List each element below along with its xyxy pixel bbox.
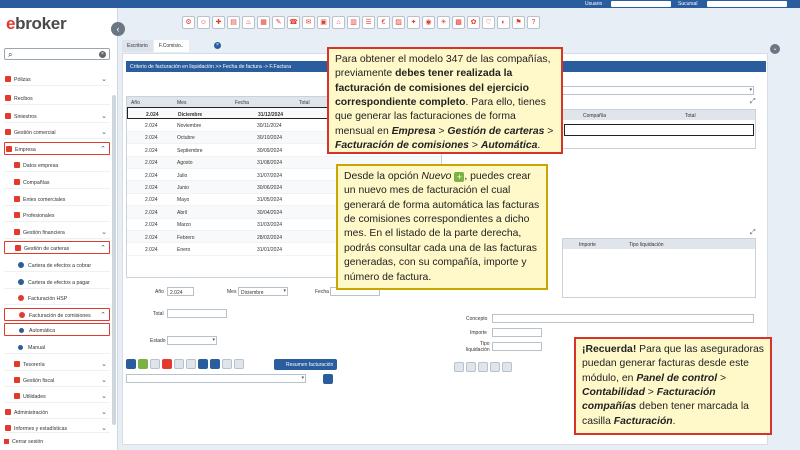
block-icon[interactable] — [186, 359, 196, 369]
concepto-field[interactable] — [492, 314, 754, 323]
module-icon[interactable]: ☎ — [287, 16, 300, 29]
module-icon[interactable]: ▣ — [317, 16, 330, 29]
module-icon[interactable]: ✦ — [407, 16, 420, 29]
tipo-liquidacion-select[interactable] — [492, 342, 542, 351]
mes-label: Mes — [227, 289, 237, 295]
mes-cell: Noviembre — [177, 122, 202, 129]
sidebar-item-gestion-fiscal[interactable]: Gestión fiscal ⌄ — [4, 374, 110, 387]
sidebar-item-administracion[interactable]: Administración ⌄ — [4, 406, 110, 419]
chevron-down-icon: ▾ — [212, 337, 215, 343]
sidebar-item-empresa[interactable]: Empresa ⌃ — [4, 142, 110, 155]
module-icon[interactable]: ✿ — [467, 16, 480, 29]
anio-cell: 2.024 — [145, 184, 158, 191]
chevron-down-icon: ▾ — [301, 375, 304, 381]
fecha-cell: 31/08/2024 — [257, 160, 283, 167]
chevron-down-icon: ⌄ — [101, 377, 107, 384]
anio-cell: 2.024 — [145, 135, 158, 142]
callout-recuerda: ¡Recuerda! Para que las aseguradoras puedan generar facturas desde este módulo, en Panel de control > Contabilidad > Facturación compañías deben tener marcada la casilla Facturación. — [574, 337, 772, 435]
chevron-up-icon: ⌃ — [100, 245, 106, 252]
chevron-down-icon: ▾ — [283, 288, 286, 294]
expand-icon[interactable]: ⤢ — [750, 98, 756, 105]
right-toolbar — [454, 362, 512, 372]
mes-cell: Diciembre — [178, 111, 203, 118]
module-icon[interactable]: ✉ — [302, 16, 315, 29]
chevron-down-icon: ⌄ — [101, 409, 107, 416]
filter-select[interactable] — [562, 86, 754, 95]
module-icon[interactable]: ☺ — [197, 16, 210, 29]
expand-icon[interactable]: ⤢ — [750, 229, 756, 236]
mes-cell: Febrero — [177, 234, 195, 241]
anio-label: Año — [155, 289, 164, 295]
sidebar-item-profesionales[interactable]: Profesionales — [4, 209, 110, 222]
module-icon[interactable]: ♡ — [482, 16, 495, 29]
help-icon[interactable]: ? — [527, 16, 540, 29]
fecha-label: Fecha — [315, 289, 329, 295]
tab-escritorio[interactable]: Escritorio — [122, 40, 153, 52]
invoice-icon — [18, 295, 24, 301]
mes-cell: Marzo — [177, 222, 191, 229]
column-header[interactable]: Tipo liquidación — [629, 241, 664, 248]
logout-icon — [4, 439, 9, 444]
cancel-icon[interactable] — [174, 359, 184, 369]
top-bar — [0, 0, 800, 8]
people-icon — [14, 196, 20, 202]
sidebar-item-utilidades[interactable]: Utilidades ⌄ — [4, 390, 110, 403]
sucursal-label: Sucursal — [678, 1, 698, 7]
mes-cell: Junio — [177, 184, 189, 191]
anio-cell: 2.024 — [145, 160, 158, 167]
total-field — [167, 309, 227, 318]
resumen-facturacion-button[interactable]: Resumen facturación — [274, 359, 337, 370]
receipt-icon — [5, 95, 11, 101]
chevron-down-icon: ⌄ — [101, 76, 107, 83]
company-icon — [6, 146, 12, 152]
module-icon[interactable]: ⌂ — [332, 16, 345, 29]
mes-cell: Octubre — [177, 135, 195, 142]
grid-header — [563, 110, 755, 120]
anio-cell: 2.024 — [145, 209, 158, 216]
estado-select[interactable] — [167, 336, 217, 345]
settings-icon[interactable] — [502, 362, 512, 372]
module-icon[interactable]: € — [377, 16, 390, 29]
module-icon[interactable]: ☰ — [362, 16, 375, 29]
sidebar-item-informes[interactable]: Informes y estadísticas ⌄ — [4, 422, 110, 433]
column-header[interactable]: Mes — [177, 99, 187, 106]
callout-modelo-347: Para obtener el modelo 347 de las compañías, previamente debes tener realizada la facturación de comisiones del ejercicio correspondiente completo. Para ello, tienes que generar las facturaciones de forma mensual en Empresa > Gestión de carteras > Facturación de comisiones > Automática. — [327, 47, 563, 154]
usuario-label: Usuario — [585, 1, 603, 7]
module-icon[interactable]: ⚑ — [512, 16, 525, 29]
portfolio-icon — [15, 245, 21, 251]
column-header[interactable]: Total — [685, 112, 696, 119]
mes-value: Diciembre — [241, 289, 264, 296]
anio-field[interactable]: 2.024 — [167, 287, 194, 296]
importe-field[interactable] — [492, 328, 542, 337]
column-header[interactable]: Año — [131, 99, 140, 106]
module-icon[interactable]: ▤ — [227, 16, 240, 29]
mes-cell: Julio — [177, 172, 188, 179]
pay-icon — [18, 279, 24, 285]
chevron-down-icon: ⌄ — [101, 229, 107, 236]
sidebar-item-facturacion-hsp[interactable]: Facturación HSP — [4, 292, 110, 305]
liquidacion-label: liquidación — [466, 347, 490, 353]
export-select[interactable] — [126, 374, 306, 383]
professional-icon — [14, 212, 20, 218]
fecha-cell: 31/05/2024 — [257, 197, 283, 204]
sidebar-item-companias[interactable]: Compañías — [4, 176, 110, 189]
callout-nuevo: Desde la opción Nuevo + , puedes crear un nuevo mes de facturación el cual generará de forma automática las facturas de comisiones correspondientes a dicho mes. En el listado de la parte derecha, podrás consultar cada una de las facturas generadas, con su compañía, importe y número de factura. — [336, 164, 548, 290]
column-header[interactable]: Total — [299, 99, 310, 106]
delete-icon[interactable] — [478, 362, 488, 372]
sidebar-item-entes-comerciales[interactable]: Entes comerciales — [4, 193, 110, 206]
dot-icon — [18, 345, 23, 350]
chevron-down-icon: ⌄ — [101, 113, 107, 120]
sidebar-item-polizas[interactable]: Pólizas ⌄ — [4, 73, 110, 86]
chevron-down-icon: ⌄ — [101, 425, 107, 432]
sidebar-item-cartera-pagar[interactable]: Cartera de efectos a pagar — [4, 276, 110, 289]
table-row[interactable] — [564, 124, 754, 136]
insurers-icon — [14, 179, 20, 185]
grid-header — [563, 239, 755, 249]
document-icon[interactable] — [198, 359, 208, 369]
fecha-cell: 30/10/2024 — [257, 135, 283, 142]
report-icon — [5, 425, 11, 431]
mes-cell: Septiembre — [177, 147, 203, 154]
column-header[interactable]: Importe — [579, 241, 596, 248]
sidebar-item-siniestros[interactable]: Siniestros ⌄ — [4, 110, 110, 123]
sidebar-item-cartera-cobrar[interactable]: Cartera de efectos a cobrar — [4, 259, 110, 272]
anio-cell: 2.024 — [145, 234, 158, 241]
search-icon: ⌕ — [8, 50, 13, 59]
sidebar-item-facturacion-comisiones[interactable]: Facturación de comisiones ⌃ — [4, 308, 110, 321]
options-button[interactable]: ⌄ — [770, 44, 780, 54]
column-header[interactable]: Compañía — [583, 112, 607, 119]
module-toolbar — [182, 16, 540, 31]
anio-cell: 2.024 — [145, 147, 158, 154]
close-icon[interactable]: × — [214, 42, 221, 49]
new-button[interactable] — [138, 359, 148, 369]
sidebar-item-gestion-carteras[interactable]: Gestión de carteras ⌃ — [4, 241, 110, 254]
module-icon[interactable]: ▨ — [392, 16, 405, 29]
logout-link[interactable]: Cerrar sesión — [4, 439, 43, 445]
fecha-cell: 28/02/2024 — [257, 234, 283, 241]
sidebar-item-recibos[interactable]: Recibos — [4, 92, 110, 105]
usuario-field[interactable] — [611, 1, 671, 7]
module-icon[interactable]: ▥ — [347, 16, 360, 29]
collect-icon — [18, 262, 24, 268]
tools-icon — [14, 393, 20, 399]
fecha-cell: 30/09/2024 — [257, 147, 283, 154]
mes-cell: Enero — [177, 246, 191, 253]
search-input[interactable] — [4, 48, 110, 60]
check-icon[interactable] — [490, 362, 500, 372]
fecha-cell: 31/12/2024 — [258, 111, 284, 118]
module-icon[interactable]: ▦ — [257, 16, 270, 29]
mes-cell: Abril — [177, 209, 188, 216]
module-icon[interactable]: ⚙ — [182, 16, 195, 29]
mes-cell: Agosto — [177, 160, 193, 167]
sidebar-item-gestion-comercial[interactable]: Gestión comercial ⌄ — [4, 126, 110, 139]
edit-icon[interactable] — [150, 359, 160, 369]
module-icon[interactable]: ♨ — [242, 16, 255, 29]
fecha-cell: 31/07/2024 — [257, 172, 283, 179]
tipo-label: Tipo — [480, 341, 490, 347]
module-icon[interactable]: ◉ — [422, 16, 435, 29]
logo: ebroker — [6, 14, 67, 33]
tax-icon — [14, 377, 20, 383]
fecha-cell: 30/11/2024 — [257, 122, 282, 129]
fecha-cell: 30/06/2024 — [257, 184, 283, 191]
search-icon[interactable] — [126, 359, 136, 369]
sidebar-item-tesoreria[interactable]: Tesorería ⌄ — [4, 358, 110, 371]
clear-search-icon[interactable]: × — [99, 51, 106, 58]
fecha-cell: 31/01/2024 — [257, 246, 283, 253]
anio-cell: 2.024 — [145, 246, 158, 253]
settings-icon[interactable] — [234, 359, 244, 369]
importe-label: Importe — [470, 330, 487, 336]
sidebar-item-gestion-financiera[interactable]: Gestión financiera ⌄ — [4, 226, 110, 239]
sidebar-scrollbar[interactable] — [112, 95, 116, 425]
admin-icon — [5, 409, 11, 415]
claim-icon — [5, 113, 11, 119]
module-icon[interactable]: ✎ — [272, 16, 285, 29]
sidebar-item-manual[interactable]: Manual — [4, 341, 110, 354]
anio-cell: 2.024 — [146, 111, 159, 118]
check-icon[interactable] — [222, 359, 232, 369]
total-label: Total — [153, 311, 164, 317]
plus-icon: + — [454, 172, 464, 182]
module-icon[interactable]: ✚ — [212, 16, 225, 29]
module-icon[interactable]: ☀ — [437, 16, 450, 29]
module-icon[interactable]: ◐ — [497, 16, 510, 29]
policy-icon — [5, 76, 11, 82]
mes-cell: Mayo — [177, 197, 190, 204]
print-icon[interactable] — [323, 374, 333, 384]
chevron-up-icon: ⌃ — [100, 146, 106, 153]
tab-facturacion-comisiones[interactable]: F.Comisio.. — [154, 40, 189, 52]
save-icon[interactable] — [210, 359, 220, 369]
column-header[interactable]: Fecha — [235, 99, 249, 106]
chevron-down-icon: ⌄ — [101, 129, 107, 136]
edit-icon[interactable] — [466, 362, 476, 372]
chevron-down-icon: ▾ — [749, 87, 752, 93]
sidebar-item-automatica[interactable]: Automática — [4, 323, 110, 336]
breadcrumb: Criterio de facturación en liquidación >> Fecha de factura -> F.Factura — [126, 61, 766, 72]
collapse-sidebar-button[interactable]: ‹ — [111, 22, 125, 36]
chevron-up-icon: ⌃ — [100, 312, 106, 319]
chevron-down-icon: ⌄ — [101, 393, 107, 400]
add-icon[interactable] — [454, 362, 464, 372]
facturas-detail-grid — [562, 238, 756, 298]
building-icon — [14, 162, 20, 168]
sidebar-item-datos-empresa[interactable]: Datos empresa — [4, 159, 110, 172]
module-icon[interactable]: ▩ — [452, 16, 465, 29]
anio-cell: 2.024 — [145, 172, 158, 179]
action-toolbar — [126, 359, 244, 371]
concepto-label: Concepto — [466, 316, 488, 322]
chevron-down-icon: ⌄ — [101, 361, 107, 368]
fecha-cell: 31/03/2024 — [257, 222, 283, 229]
fecha-cell: 30/04/2024 — [257, 209, 283, 216]
anio-cell: 2.024 — [145, 197, 158, 204]
finance-icon — [14, 229, 20, 235]
mes-select[interactable] — [238, 287, 288, 296]
anio-cell: 2.024 — [145, 122, 158, 129]
anio-cell: 2.024 — [145, 222, 158, 229]
sucursal-field[interactable] — [707, 1, 787, 7]
dot-icon — [19, 328, 24, 333]
commercial-icon — [5, 129, 11, 135]
treasury-icon — [14, 361, 20, 367]
delete-icon[interactable] — [162, 359, 172, 369]
commission-icon — [19, 312, 25, 318]
estado-label: Estado — [150, 338, 166, 344]
tab-bar — [122, 40, 189, 52]
